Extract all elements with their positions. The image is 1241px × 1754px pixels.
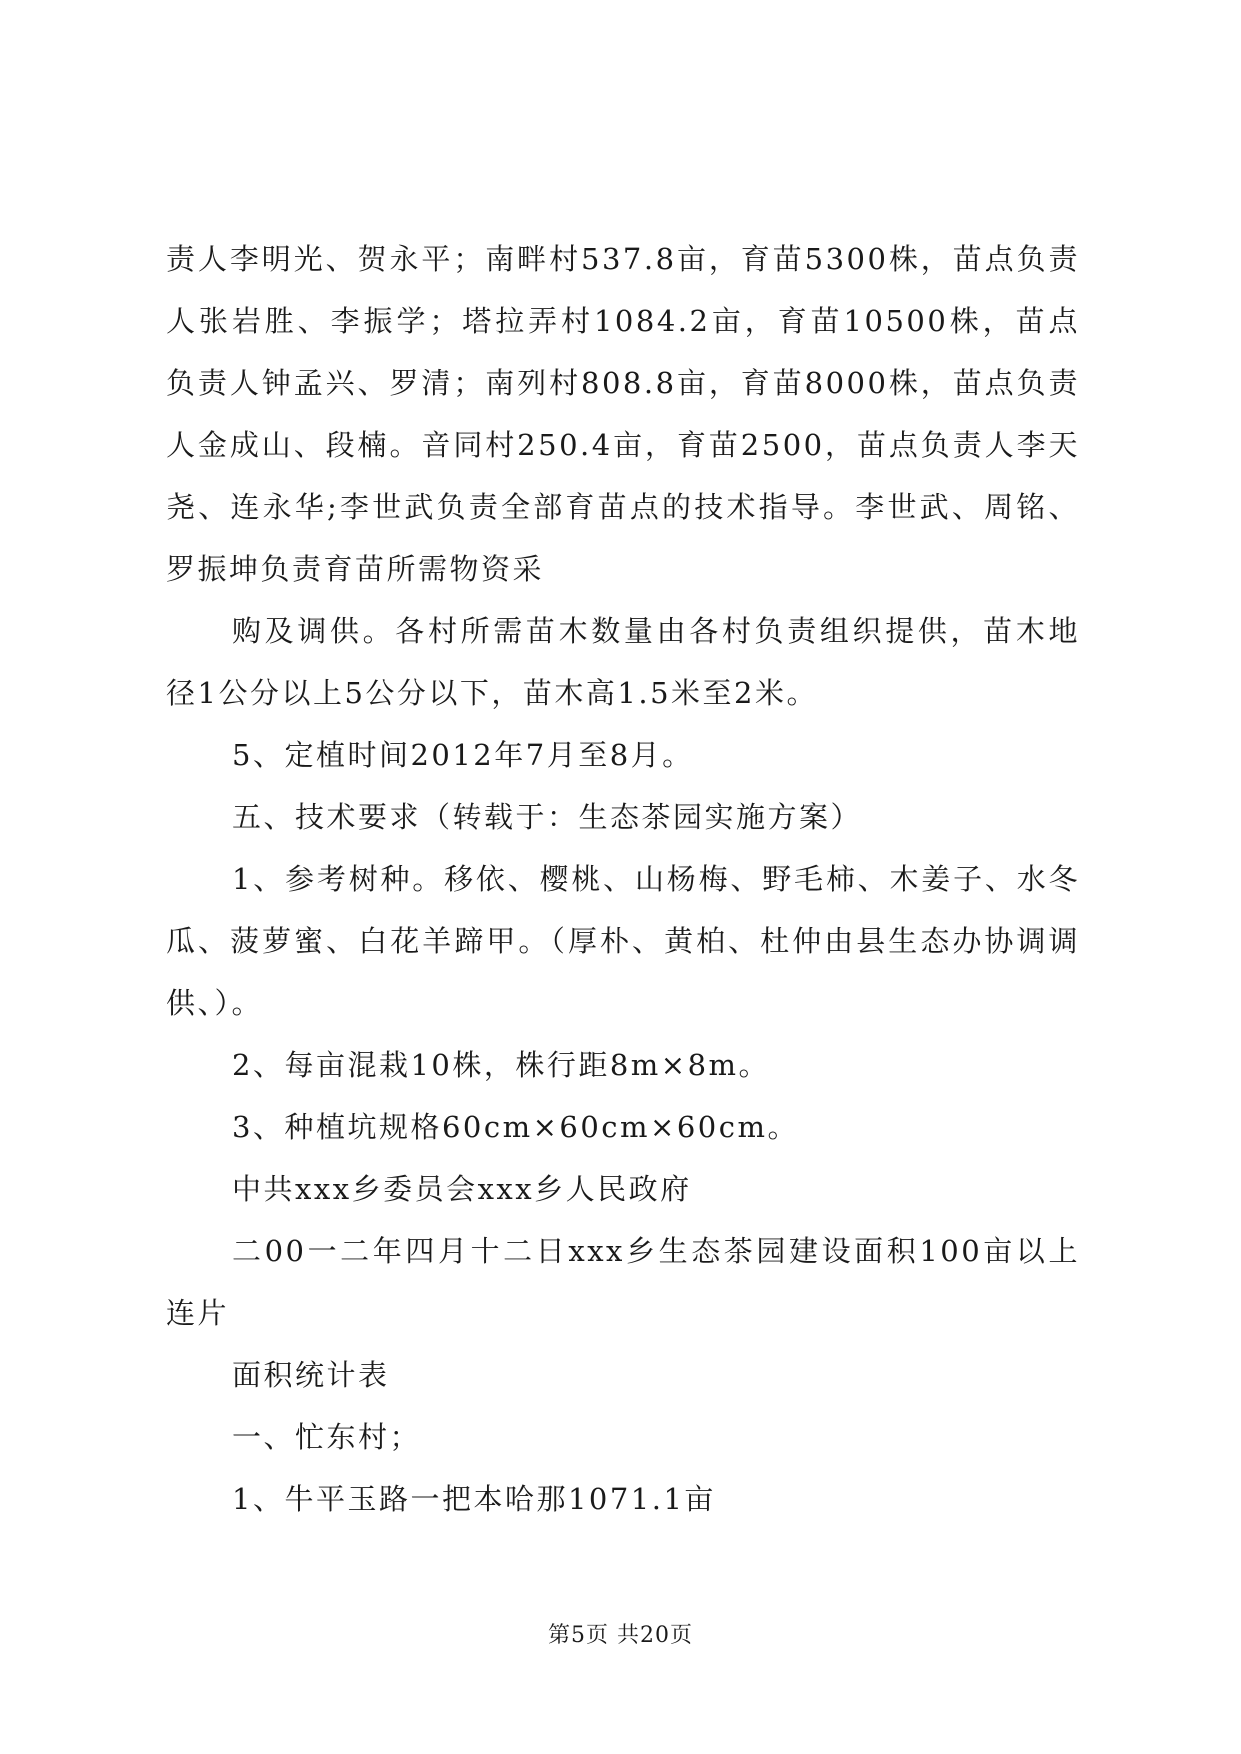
heading-technical-requirements: 五、技术要求（转载于：生态茶园实施方案）	[232, 800, 863, 834]
paragraph-tree-species: 1、参考树种。移依、樱桃、山杨梅、野毛柿、木姜子、水冬瓜、菠萝蜜、白花羊蹄甲。（厚朴、黄柏、杜仲由县生态办协调调供、）。	[166, 862, 1080, 1020]
paragraph-planting-density: 2、每亩混栽10株，株行距8m×8m。	[232, 1048, 771, 1082]
paragraph-procurement: 购及调供。各村所需苗木数量由各村负责组织提供，苗木地径1公分以上5公分以下，苗木高1.5米至2米。	[166, 614, 1080, 710]
list-item-area: 1、牛平玉路一把本哈那1071.1亩	[232, 1482, 716, 1516]
page-footer: 第5页 共20页	[548, 1623, 693, 1648]
paragraph-date-title: 二00一二年四月十二日xxx乡生态茶园建设面积100亩以上连片	[166, 1234, 1080, 1330]
paragraph-planting-time: 5、定植时间2012年7月至8月。	[232, 738, 694, 772]
paragraph-continued: 责人李明光、贺永平；南畔村537.8亩，育苗5300株，苗点负责人张岩胜、李振学；塔拉弄村1084.2亩，育苗10500株，苗点负责人钟孟兴、罗清；南列村808.8亩，育苗8000株，苗点负责人金成山、段楠。音同村250.4亩，育苗2500，苗点负责人李天尧、连永华;李世武负责全部育苗点的技术指导。李世武、周铭、罗振坤负责育苗所需物资采	[166, 242, 1080, 586]
paragraph-pit-size: 3、种植坑规格60cm×60cm×60cm。	[232, 1110, 799, 1144]
paragraph-issuer: 中共xxx乡委员会xxx乡人民政府	[232, 1172, 692, 1206]
heading-area-statistics: 面积统计表	[232, 1358, 390, 1392]
document-body	[166, 228, 1080, 1530]
heading-village: 一、忙东村；	[232, 1420, 422, 1454]
